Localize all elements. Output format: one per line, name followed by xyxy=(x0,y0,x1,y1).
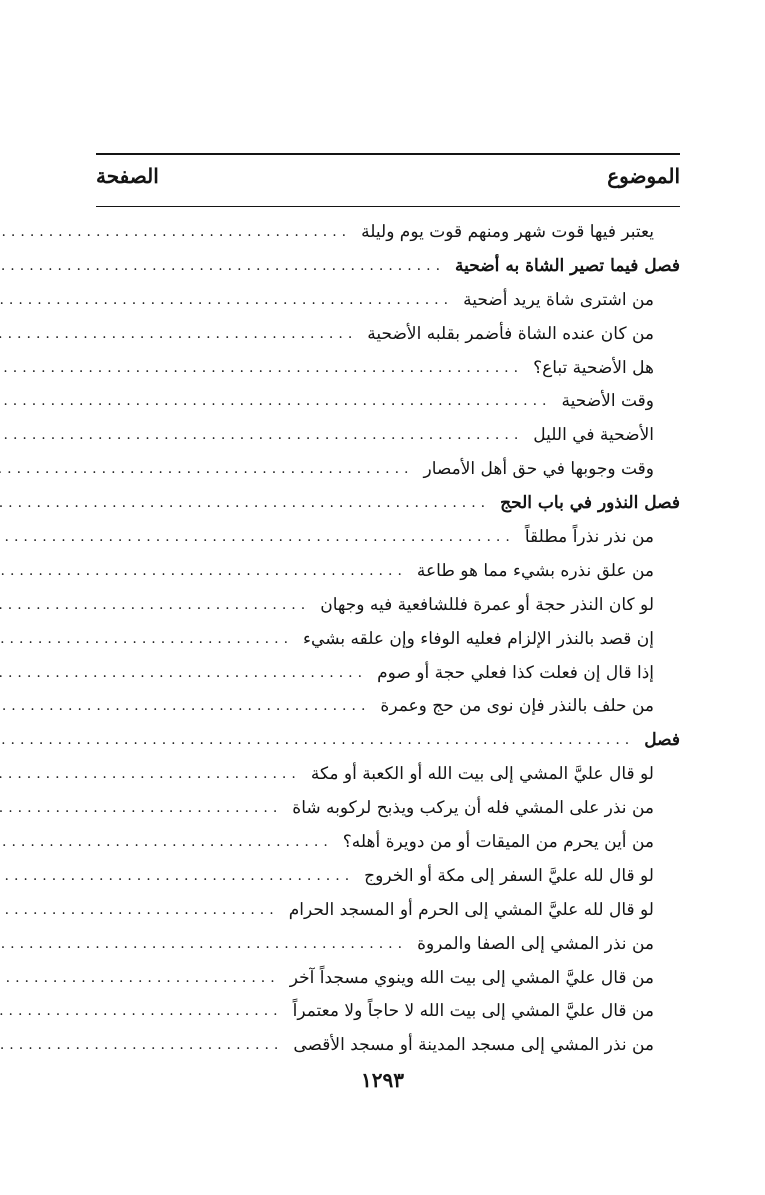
entry-title: لو كان النذر حجة أو عمرة فللشافعية فيه وجهان xyxy=(320,594,654,615)
entry-title: إذا قال إن فعلت كذا فعلي حجة أو صوم xyxy=(377,662,654,683)
toc-list xyxy=(96,215,680,1062)
entry-title: من قال عليَّ المشي إلى بيت الله وينوي مسجداً آخر xyxy=(289,967,654,988)
entry-title: إن قصد بالنذر الإلزام فعليه الوفاء وإن علقه بشيء xyxy=(303,628,654,649)
entry-title: من نذر نذراً مطلقاً xyxy=(524,526,654,547)
toc-entry xyxy=(96,994,680,1028)
toc-header xyxy=(96,160,680,192)
entry-title: يعتبر فيها قوت شهر ومنهم قوت يوم وليلة xyxy=(361,221,654,242)
dot-leader xyxy=(0,461,418,477)
dot-leader xyxy=(0,970,284,986)
dot-leader xyxy=(0,936,411,952)
entry-title: فصل xyxy=(644,730,680,751)
toc-entry xyxy=(96,791,680,825)
toc-entry xyxy=(96,351,680,385)
entry-title: من أين يحرم من الميقات أو من دويرة أهله؟ xyxy=(342,831,654,852)
page-column-label: الصفحة xyxy=(96,164,159,188)
dot-leader xyxy=(0,427,527,443)
dot-leader xyxy=(0,868,358,884)
entry-title: وقت وجوبها في حق أهل الأمصار xyxy=(423,459,654,480)
toc-entry xyxy=(96,622,680,656)
toc-entry xyxy=(96,723,680,757)
toc-entry xyxy=(96,588,680,622)
entry-title: من نذر المشي إلى مسجد المدينة أو مسجد الأقصى xyxy=(293,1035,654,1056)
toc-entry xyxy=(96,486,680,520)
header-bottom-rule xyxy=(96,206,680,207)
dot-leader xyxy=(0,224,355,240)
toc-entry xyxy=(96,384,680,418)
toc-entry xyxy=(96,418,680,452)
dot-leader xyxy=(0,258,449,274)
entry-title: لو قال عليَّ المشي إلى بيت الله أو الكعبة أو مكة xyxy=(310,764,654,785)
entry-title: وقت الأضحية xyxy=(561,391,654,412)
entry-title: من حلف بالنذر فإن نوى من حج وعمرة xyxy=(380,696,654,717)
toc-entry xyxy=(96,757,680,791)
dot-leader xyxy=(0,597,314,613)
toc-entry xyxy=(96,961,680,995)
page-number: ١٢٩٣ xyxy=(361,1068,404,1092)
toc-entry xyxy=(96,215,680,249)
dot-leader xyxy=(0,665,371,681)
toc-entry xyxy=(96,656,680,690)
entry-title: من علق نذره بشيء مما هو طاعة xyxy=(416,560,654,581)
toc-entry xyxy=(96,452,680,486)
dot-leader xyxy=(0,529,519,545)
entry-title: من نذر المشي إلى الصفا والمروة xyxy=(417,933,654,954)
dot-leader xyxy=(0,360,527,376)
toc-entry xyxy=(96,554,680,588)
toc-entry xyxy=(96,859,680,893)
entry-title: لو قال لله عليَّ السفر إلى مكة أو الخروج xyxy=(364,865,654,886)
toc-entry xyxy=(96,520,680,554)
dot-leader xyxy=(0,326,361,342)
dot-leader xyxy=(0,563,411,579)
dot-leader xyxy=(0,766,305,782)
toc-entry xyxy=(96,283,680,317)
entry-title: من كان عنده الشاة فأضمر بقلبه الأضحية xyxy=(367,323,654,344)
toc-entry xyxy=(96,893,680,927)
entry-title: من نذر على المشي فله أن يركب ويذبح لركوبه شاة xyxy=(292,798,654,819)
toc-entry xyxy=(96,689,680,723)
topic-column-label: الموضوع xyxy=(607,164,680,188)
dot-leader xyxy=(0,631,297,647)
toc-entry xyxy=(96,927,680,961)
dot-leader xyxy=(0,1003,287,1019)
dot-leader xyxy=(0,292,457,308)
entry-title: هل الأضحية تباع؟ xyxy=(533,357,654,378)
entry-title: من اشترى شاة يريد أضحية xyxy=(463,289,654,310)
toc-entry xyxy=(96,825,680,859)
dot-leader xyxy=(0,800,286,816)
toc-entry xyxy=(96,317,680,351)
dot-leader xyxy=(0,834,337,850)
toc-entry xyxy=(96,1028,680,1062)
entry-title: فصل فيما تصير الشاة به أضحية xyxy=(455,255,680,276)
dot-leader xyxy=(0,902,283,918)
dot-leader xyxy=(0,732,638,748)
dot-leader xyxy=(0,1037,287,1053)
entry-title: لو قال لله عليَّ المشي إلى الحرم أو المسجد الحرام xyxy=(288,899,654,920)
entry-title: الأضحية في الليل xyxy=(533,425,654,446)
dot-leader xyxy=(0,698,374,714)
entry-title: فصل النذور في باب الحج xyxy=(500,493,680,514)
header-top-rule xyxy=(96,153,680,155)
toc-entry xyxy=(96,249,680,283)
dot-leader xyxy=(0,393,555,409)
entry-title: من قال عليَّ المشي إلى بيت الله لا حاجاً ولا معتمراً xyxy=(292,1001,654,1022)
dot-leader xyxy=(0,495,494,511)
